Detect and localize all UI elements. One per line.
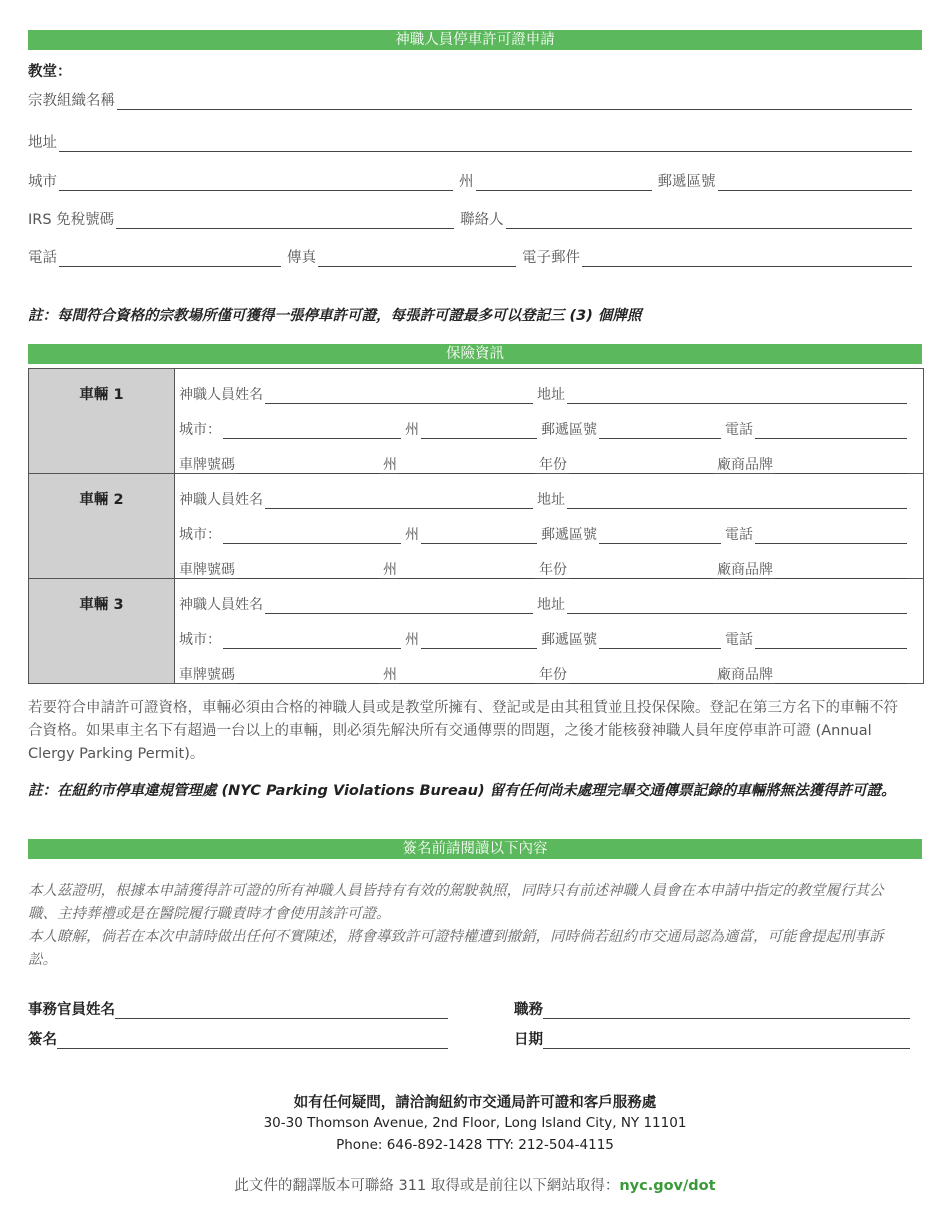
- plate-field[interactable]: [237, 669, 379, 684]
- make-label: 廠商品牌: [717, 457, 773, 473]
- clergy-name-label: 神職人員姓名: [179, 387, 263, 403]
- year-field[interactable]: [569, 669, 713, 684]
- year-field[interactable]: [569, 564, 713, 579]
- footer-address: 30-30 Thomson Avenue, 2nd Floor, Long Island City, NY 11101: [263, 1115, 687, 1131]
- irs-row: [28, 207, 922, 229]
- vehicle-phone-label: 電話: [725, 632, 753, 648]
- year-field[interactable]: [569, 459, 713, 474]
- vehicle-city-field[interactable]: [223, 634, 401, 649]
- vehicle-address-field[interactable]: [567, 389, 907, 404]
- vehicle-address-field[interactable]: [567, 599, 907, 614]
- officer-name-label: 事務官員姓名: [28, 1002, 115, 1018]
- vehicle-city-label: 城市：: [179, 632, 221, 648]
- vehicle-state-label: 州: [405, 527, 419, 543]
- year-label: 年份: [539, 667, 567, 683]
- footer-translation: [0, 1174, 950, 1195]
- clergy-name-field[interactable]: [265, 599, 533, 614]
- vehicle-state-label: 州: [405, 422, 419, 438]
- zip-label: 郵遞區號: [657, 174, 716, 190]
- vehicle-zip-label: 郵遞區號: [541, 422, 597, 438]
- vehicle-title: 車輛 1: [29, 369, 175, 473]
- form-title-bar: 神職人員停車許可證申請: [28, 30, 922, 50]
- plate-state-label: 州: [383, 457, 397, 473]
- title-row: [514, 998, 910, 1019]
- vehicle-city-label: 城市：: [179, 422, 221, 438]
- sign-bar: 簽名前請閱讀以下內容: [28, 839, 922, 859]
- city-label: 城市: [28, 174, 57, 190]
- contact-label: 聯絡人: [460, 212, 504, 228]
- insurance-bar: 保險資訊: [28, 344, 922, 364]
- title-label: 職務: [514, 1002, 543, 1018]
- footer-phone: Phone: 646-892-1428 TTY: 212-504-4115: [336, 1137, 614, 1153]
- plate-label: 車牌號碼: [179, 667, 235, 683]
- signature-label: 簽名: [28, 1032, 57, 1048]
- vehicle-zip-field[interactable]: [599, 529, 721, 544]
- address-row: [28, 130, 922, 152]
- vehicle-address-label: 地址: [537, 492, 565, 508]
- vehicle-address-label: 地址: [537, 387, 565, 403]
- vehicle-city-label: 城市：: [179, 527, 221, 543]
- fax-label: 傳真: [287, 250, 316, 266]
- plate-field[interactable]: [237, 564, 379, 579]
- city-field[interactable]: [59, 174, 453, 191]
- certify-text-1: 本人茲證明，根據本申請獲得許可證的所有神職人員皆持有有效的駕駛執照，同時只有前述神職人員會在本申請中指定的教堂履行其公職、主持葬禮或是在醫院履行職責時才會使用該許可證。: [28, 883, 884, 922]
- date-field[interactable]: [543, 1033, 910, 1049]
- vehicle-phone-label: 電話: [725, 527, 753, 543]
- vehicle-address-label: 地址: [537, 597, 565, 613]
- permit-limit-note: 註：每間符合資格的宗教場所僅可獲得一張停車許可證，每張許可證最多可以登記三 (3) 個牌照: [28, 308, 642, 324]
- signature-field[interactable]: [57, 1033, 448, 1049]
- make-field[interactable]: [775, 669, 907, 684]
- vehicle-phone-field[interactable]: [755, 529, 907, 544]
- vehicle-address-field[interactable]: [567, 494, 907, 509]
- clergy-name-label: 神職人員姓名: [179, 597, 263, 613]
- fax-field[interactable]: [318, 250, 516, 267]
- plate-state-field[interactable]: [399, 669, 535, 684]
- plate-label: 車牌號碼: [179, 562, 235, 578]
- zip-field[interactable]: [718, 174, 913, 191]
- state-field[interactable]: [476, 174, 652, 191]
- contact-field[interactable]: [506, 212, 912, 229]
- email-label: 電子郵件: [522, 250, 580, 266]
- vehicle-phone-field[interactable]: [755, 424, 907, 439]
- city-row: [28, 169, 922, 191]
- plate-label: 車牌號碼: [179, 457, 235, 473]
- vehicle-row: [29, 578, 923, 683]
- irs-field[interactable]: [116, 212, 454, 229]
- eligibility-text: 若要符合申請許可證資格，車輛必須由合格的神職人員或是教堂所擁有、登記或是由其租賃並且投保保險。登記在第三方名下的車輛不符合資格。如果車主名下有超過一台以上的車輛，則必須先解決所有交通傳票的問題，之後才能核發神職人員年度停車許可證 (Annual Clergy Parking Permit)。: [28, 700, 898, 762]
- vehicle-zip-field[interactable]: [599, 424, 721, 439]
- make-label: 廠商品牌: [717, 562, 773, 578]
- vehicle-phone-field[interactable]: [755, 634, 907, 649]
- phone-field[interactable]: [59, 250, 281, 267]
- officer-name-row: [28, 998, 448, 1019]
- violations-note: 註：在紐約市停車違規管理處 (NYC Parking Violations Bureau) 留有任何尚未處理完畢交通傳票記錄的車輛將無法獲得許可證。: [28, 783, 896, 799]
- vehicle-state-field[interactable]: [421, 529, 537, 544]
- certify-text-2: 本人瞭解，倘若在本次申請時做出任何不實陳述，將會導致許可證特權遭到撤銷，同時倘若紐約市交通局認為適當，可能會提起刑事訴訟。: [28, 929, 884, 968]
- website-link[interactable]: nyc.gov/dot: [619, 1178, 716, 1194]
- plate-state-field[interactable]: [399, 564, 535, 579]
- email-field[interactable]: [582, 250, 912, 267]
- plate-state-label: 州: [383, 562, 397, 578]
- plate-state-field[interactable]: [399, 459, 535, 474]
- vehicle-state-label: 州: [405, 632, 419, 648]
- vehicle-phone-label: 電話: [725, 422, 753, 438]
- org-name-field[interactable]: [117, 93, 912, 110]
- footer-question: 如有任何疑問，請洽詢紐約市交通局許可證和客戶服務處: [293, 1095, 657, 1111]
- translation-text: 此文件的翻譯版本可聯絡 311 取得或是前往以下網站取得：: [234, 1178, 620, 1194]
- church-heading: 教堂：: [28, 64, 72, 80]
- irs-label: IRS 免稅號碼: [28, 212, 115, 228]
- clergy-name-label: 神職人員姓名: [179, 492, 263, 508]
- year-label: 年份: [539, 562, 567, 578]
- vehicle-zip-label: 郵遞區號: [541, 527, 597, 543]
- vehicle-city-field[interactable]: [223, 529, 401, 544]
- vehicle-city-field[interactable]: [223, 424, 401, 439]
- make-field[interactable]: [775, 459, 907, 474]
- org-name-row: [28, 88, 922, 110]
- vehicle-state-field[interactable]: [421, 634, 537, 649]
- org-name-label: 宗教組織名稱: [28, 93, 115, 109]
- year-label: 年份: [539, 457, 567, 473]
- vehicle-state-field[interactable]: [421, 424, 537, 439]
- plate-state-label: 州: [383, 667, 397, 683]
- address-label: 地址: [28, 135, 57, 151]
- signature-row: [28, 1028, 448, 1049]
- vehicle-row: [29, 473, 923, 578]
- title-field[interactable]: [543, 1003, 910, 1019]
- address-field[interactable]: [59, 135, 912, 152]
- clergy-name-field[interactable]: [265, 494, 533, 509]
- date-row: [514, 1028, 910, 1049]
- vehicle-title: 車輛 3: [29, 579, 175, 683]
- make-field[interactable]: [775, 564, 907, 579]
- vehicle-zip-field[interactable]: [599, 634, 721, 649]
- vehicle-zip-label: 郵遞區號: [541, 632, 597, 648]
- vehicle-table: [28, 368, 924, 684]
- state-label: 州: [459, 174, 474, 190]
- vehicle-title: 車輛 2: [29, 474, 175, 578]
- officer-name-field[interactable]: [115, 1003, 448, 1019]
- vehicle-row: [29, 369, 923, 473]
- plate-field[interactable]: [237, 459, 379, 474]
- phone-row: [28, 245, 922, 267]
- clergy-name-field[interactable]: [265, 389, 533, 404]
- phone-label: 電話: [28, 250, 57, 266]
- date-label: 日期: [514, 1032, 543, 1048]
- make-label: 廠商品牌: [717, 667, 773, 683]
